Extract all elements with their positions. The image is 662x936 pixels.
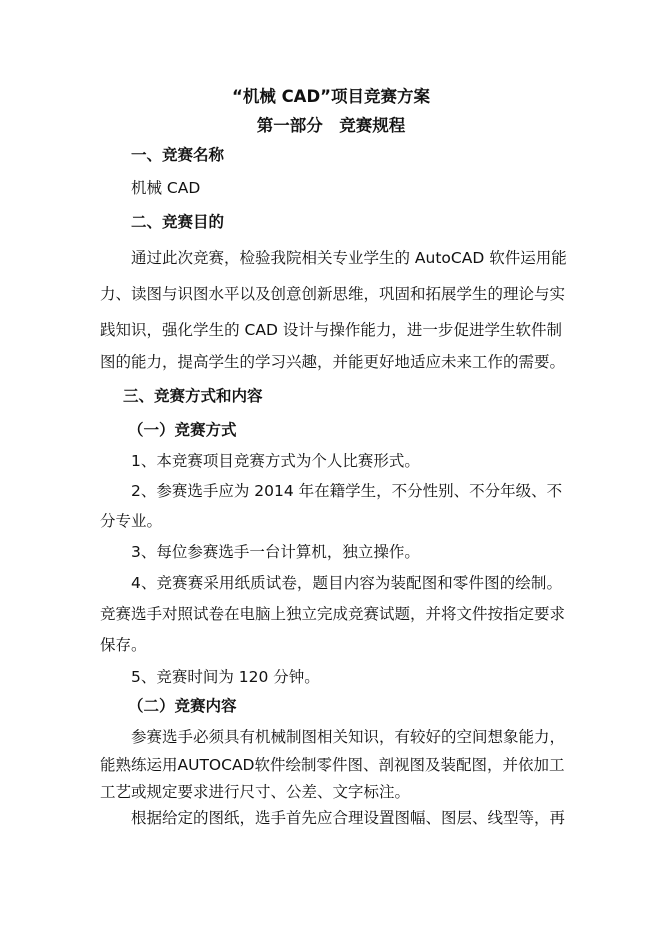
paragraph-line: 图的能力，提高学生的学习兴趣，并能更好地适应未来工作的需要。 bbox=[100, 353, 566, 371]
paragraph-line: 参赛选手必须具有机械制图相关知识，有较好的空间想象能力， bbox=[131, 728, 566, 746]
subsection-heading: （二）竞赛内容 bbox=[128, 697, 237, 715]
list-item: 5、竞赛时间为 120 分钟。 bbox=[131, 668, 320, 686]
section-heading: 一、竞赛名称 bbox=[131, 146, 225, 164]
list-item-cont: 分专业。 bbox=[100, 512, 163, 530]
list-item-cont: 保存。 bbox=[100, 636, 147, 654]
paragraph-line: 根据给定的图纸，选手首先应合理设置图幅、图层、线型等，再 bbox=[131, 809, 566, 827]
list-item: 2、参赛选手应为 2014 年在籍学生，不分性别、不分年级、不 bbox=[131, 482, 563, 500]
paragraph-line: 力、读图与识图水平以及创意创新思维，巩固和拓展学生的理论与实 bbox=[100, 285, 566, 303]
section-heading: 二、竞赛目的 bbox=[131, 213, 225, 231]
document-subtitle: 第一部分 竞赛规程 bbox=[256, 116, 406, 135]
list-item: 4、竞赛赛采用纸质试卷，题目内容为装配图和零件图的绘制。 bbox=[131, 574, 562, 592]
section-heading: 三、竞赛方式和内容 bbox=[123, 387, 263, 405]
paragraph-line: 通过此次竞赛，检验我院相关专业学生的 AutoCAD 软件运用能 bbox=[131, 249, 567, 267]
list-item: 3、每位参赛选手一台计算机，独立操作。 bbox=[131, 543, 420, 561]
document-title: “机械 CAD”项目竞赛方案 bbox=[231, 87, 430, 106]
paragraph-line: 工艺或规定要求进行尺寸、公差、文字标注。 bbox=[100, 783, 411, 801]
list-item: 1、本竞赛项目竞赛方式为个人比赛形式。 bbox=[131, 452, 420, 470]
paragraph-line: 能熟练运用AUTOCAD软件绘制零件图、剖视图及装配图，并依加工 bbox=[100, 756, 565, 774]
list-item-cont: 竞赛选手对照试卷在电脑上独立完成竞赛试题，并将文件按指定要求 bbox=[100, 605, 566, 623]
subsection-heading: （一）竞赛方式 bbox=[128, 421, 237, 439]
paragraph-line: 践知识，强化学生的 CAD 设计与操作能力，进一步促进学生软件制 bbox=[100, 321, 562, 339]
paragraph: 机械 CAD bbox=[131, 179, 201, 197]
